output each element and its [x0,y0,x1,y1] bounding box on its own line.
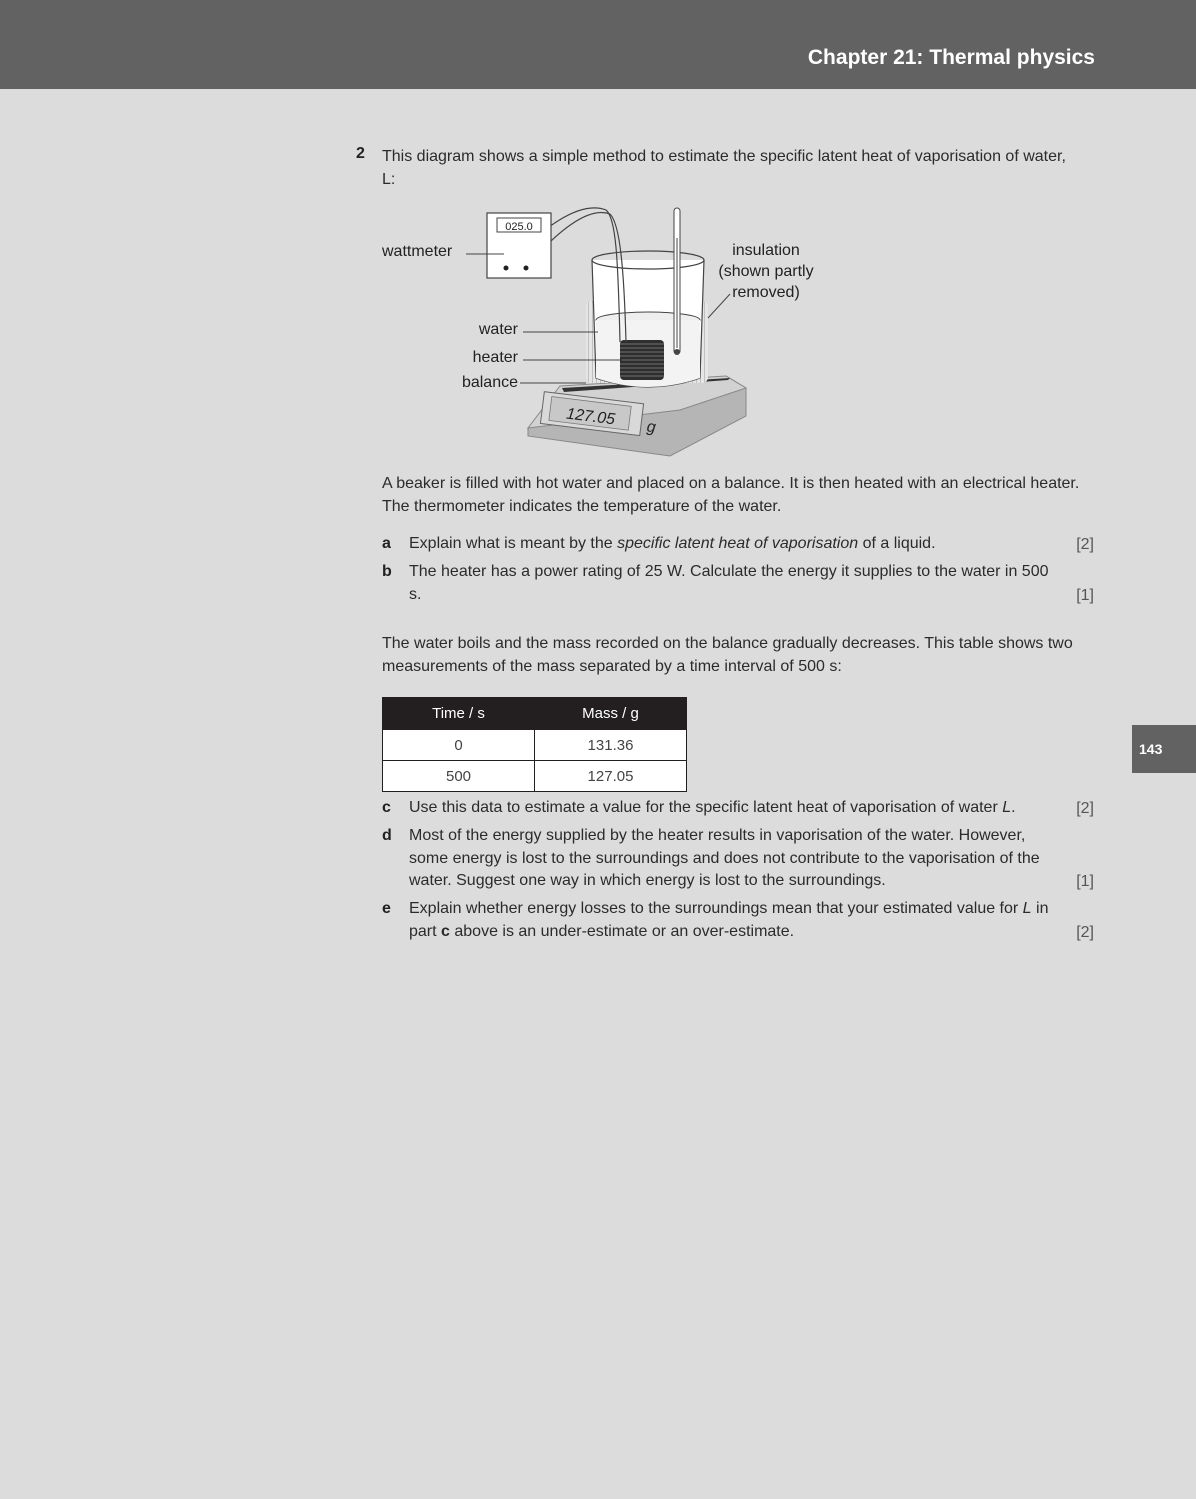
label-insulation-2: (shown partly [718,263,814,280]
part-e [382,898,1094,944]
part-text-segment: Explain what is meant by the [409,535,618,552]
part-letter: e [382,900,391,917]
table-header-time: Time / s [383,698,535,730]
part-letter: b [382,563,392,580]
term-italic: specific latent heat of vaporisation [617,535,859,552]
part-text [409,898,1049,943]
part-text [409,797,1049,820]
part-letter: d [382,827,392,844]
label-insulation-1: insulation [732,242,800,259]
page-number: 143 [1139,741,1163,757]
table-row [383,761,687,792]
part-a [382,533,1094,556]
part-text-segment: in part [409,900,1049,940]
thermometer [674,208,680,355]
label-insulation-3: removed) [732,284,800,301]
table-header-row [383,698,687,730]
table-cell: 127.05 [535,761,687,792]
mass-time-table [382,697,687,792]
wattmeter-display: 025.0 [505,221,533,233]
table-header-mass: Mass / g [535,698,687,730]
page-number-tab [1132,725,1196,773]
table-cell: 500 [383,761,535,792]
part-letter: a [382,535,391,552]
label-balance: balance [461,374,518,391]
part-text-segment: above is an under-estimate or an over-estimate. [449,922,795,940]
table-cell: 0 [383,730,535,761]
question-number: 2 [356,145,365,162]
symbol-italic: L [1002,799,1012,816]
part-text [409,533,1049,556]
experiment-diagram [380,198,840,463]
part-text-segment: Explain whether energy losses to the surroundings mean that your estimated value for [409,900,1023,917]
heater-coil [620,340,664,380]
chapter-title: Chapter 21: Thermal physics [807,46,1095,69]
table-cell: 131.36 [535,730,687,761]
part-d [382,825,1094,893]
wattmeter [487,213,551,278]
label-water: water [478,321,518,338]
marks: [2] [1076,923,1094,941]
part-text-segment: . [1011,799,1016,816]
paragraph-boiling: The water boils and the mass recorded on the balance gradually decreases. This table shows two measurements of the mass separated by a time interval of 500 s: [382,635,1073,675]
marks: [1] [1076,872,1094,890]
symbol-italic: L [1022,900,1032,917]
part-reference-bold: c [441,922,450,940]
marks: [2] [1076,799,1094,817]
part-text-segment: Use this data to estimate a value for the specific latent heat of vaporisation of water [409,799,1003,816]
part-c [382,797,1094,820]
part-text-segment: of a liquid. [858,535,936,552]
marks: [1] [1076,586,1094,604]
question-intro: This diagram shows a simple method to estimate the specific latent heat of vaporisation of water, L: [382,148,1066,188]
balance [528,376,746,456]
part-text: Most of the energy supplied by the heater results in vaporisation of the water. However, some energy is lost to the surroundings and does not contribute to the vaporisation of the water. Suggest one way in which energy is lost to the surroundings. [409,827,1040,889]
page-header [0,0,1196,89]
paragraph-setup: A beaker is filled with hot water and placed on a balance. It is then heated with an electrical heater. The thermometer indicates the temperature of the water. [382,475,1080,515]
balance-reading: 127.05 [565,405,616,429]
part-b [382,561,1094,607]
label-heater: heater [472,349,518,366]
marks: [2] [1076,535,1094,553]
balance-unit: g [645,418,657,437]
part-text: The heater has a power rating of 25 W. Calculate the energy it supplies to the water in 500 s. [409,563,1049,603]
label-wattmeter: wattmeter [382,243,453,260]
table-row [383,730,687,761]
part-letter: c [382,799,391,816]
